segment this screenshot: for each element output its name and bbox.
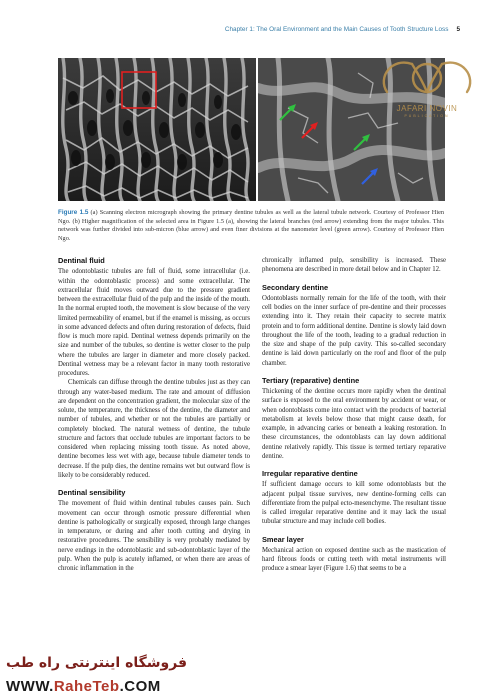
heading-dentinal-fluid: Dentinal fluid [58,256,105,265]
running-header [225,26,460,33]
heading-tertiary-dentine: Tertiary (reparative) dentine [262,375,360,385]
heading-secondary-dentine: Secondary dentine [262,282,329,292]
paragraph: Thickening of the dentine occurs more rapidly when the dentinal surface is exposed to the oral environment by accident or wear, or when odontoblasts come into contact with the products of bacterial metabolism at levels below those that might cause death, for example, in advancing caries or beneath a leaking restoration. In these circumstances, the odontoblasts can lay down additional dentine relatively rapidly. This tissue is termed tertiary reparative dentine. [262,388,446,460]
paragraph: If sufficient damage occurs to kill some odontoblasts but the adjacent pulpal tissue survives, new dentine-forming cells can differentiate from the pulpal ecto-mesenchyme. The resultant tissue is called irregular reparative dentine and it may lack the usual tubular structure and may include cell bodies. [262,481,446,526]
paragraph: chronically inflamed pulp, sensibility is increased. These phenomena are described in more detail below and in Chapter 12. [262,257,446,274]
section-dentinal-sensibility [58,488,250,573]
section-dentinal-fluid [58,256,250,480]
heading-irregular-dentine: Irregular reparative dentine [262,469,358,478]
paragraph: Odontoblasts normally remain for the life of the tooth, with their cell bodies on the inner surface of pre-dentine and their processes extending into it. They retain their capacity to secrete matrix protein and to form additional dentine. Dentine is slowly laid down throughout the life of the tooth, leading to a gradual reduction in the size and shape of the pulp cavity. This so-called secondary dentine is laid down particularly on the roof and floor of the pulp chamber. [262,294,446,367]
section-continuation [262,256,446,275]
section-smear-layer [262,535,446,574]
figure-caption [58,209,444,243]
figure-caption-text: (a) Scanning electron micrograph showing the primary dentine tubules as well as the lateral tubule network. Courtesy of Professor Hien Ngo. (b) Higher magnification of the selected area in Figure 1.5 (a), showing the lateral branches (red arrow) extending from the major tubules. This network was further divided into sub-micron (blue arrow) and even finer divisions at the nanometer level (green arrow). Courtesy of Professor Hien Ngo. [58,209,445,242]
publisher-title: JAFARI NOVIN [396,104,458,113]
figure-label: Figure 1.5 [58,209,89,216]
paragraph: The movement of fluid within dentinal tubules causes pain. Such movement can occur through osmotic pressure differential when dentine is pathologically or surgically exposed, through large changes in temperature, or during and after tooth cutting and drying in restorative procedures. The sensibility is very probably mediated by nerve endings in the odontoblastic and sub-odontoblastic layer of the pulp. When the pulp is acutely inflamed, or when there are areas of chronic inflammation in the [58,500,250,572]
url-brand: RaheTeb [53,678,120,695]
store-name-persian: فروشگاه اینترنتی راه طب [6,655,188,671]
publisher-subtitle: PUBLICATION [404,114,450,118]
paragraph: Mechanical action on exposed dentine such as the mastication of hard fibrous foods or cutting teeth with metal instruments will produce a smear layer (Figure 1.6) that seems to be a [262,546,446,573]
url-prefix: WWW. [6,678,54,695]
right-column [262,256,446,582]
paragraph: Chemicals can diffuse through the dentine tubules just as they can through any water-based medium. The rate and amount of diffusion are dependent on the concentration gradient, the molecular size of the solute, the temperature, the thickness of the dentine, the diameter and number of tubules, and whether or not the tubules are partially or completely blocked. The natural wetness of dentine, the tubule structure and factors that occlude tubules are important factors to be considered when replacing missing tooth tissue. As noted above, dentine becomes less wet with age, because tubule diameter tends to decrease. If the pulp dies, the dentine remains wet but outward flow is likely to be considerably reduced. [58,379,250,479]
section-secondary-dentine [262,283,446,368]
publisher-logo [372,52,482,132]
url-suffix: .COM [119,678,161,695]
figure-1-5a-micrograph [58,58,256,201]
paragraph: The odontoblastic tubules are full of fluid, some intracellular (i.e. within the odontoblastic process) and some extracellular. The extracellular fluid moves outward due to the pressure gradient between the extracellular fluid of the pulp and the inside of the mouth. In the normal erupted tooth, the movement is slow because of the very limited permeability of enamel, but if the enamel is missing, as occurs in some advanced defects and often during restoration of defects, fluid flow is much more rapid. Dentinal wetness depends primarily on the size and number of the tubules, so dentine is wetter closer to the pulp where the tubules are larger in diameter and more closely packed. Dentinal wetness may be a relevant factor in many tooth restorative procedures. [58,268,250,377]
running-title: Chapter 1: The Oral Environment and the Main Causes of Tooth Structure Loss [224,26,449,33]
section-irregular-dentine [262,469,446,527]
section-tertiary-dentine [262,376,446,461]
heading-dentinal-sensibility: Dentinal sensibility [58,488,126,497]
heading-smear-layer: Smear layer [262,534,304,544]
store-url-link[interactable] [6,678,161,695]
left-column [58,256,250,581]
page-number: 5 [456,26,460,33]
